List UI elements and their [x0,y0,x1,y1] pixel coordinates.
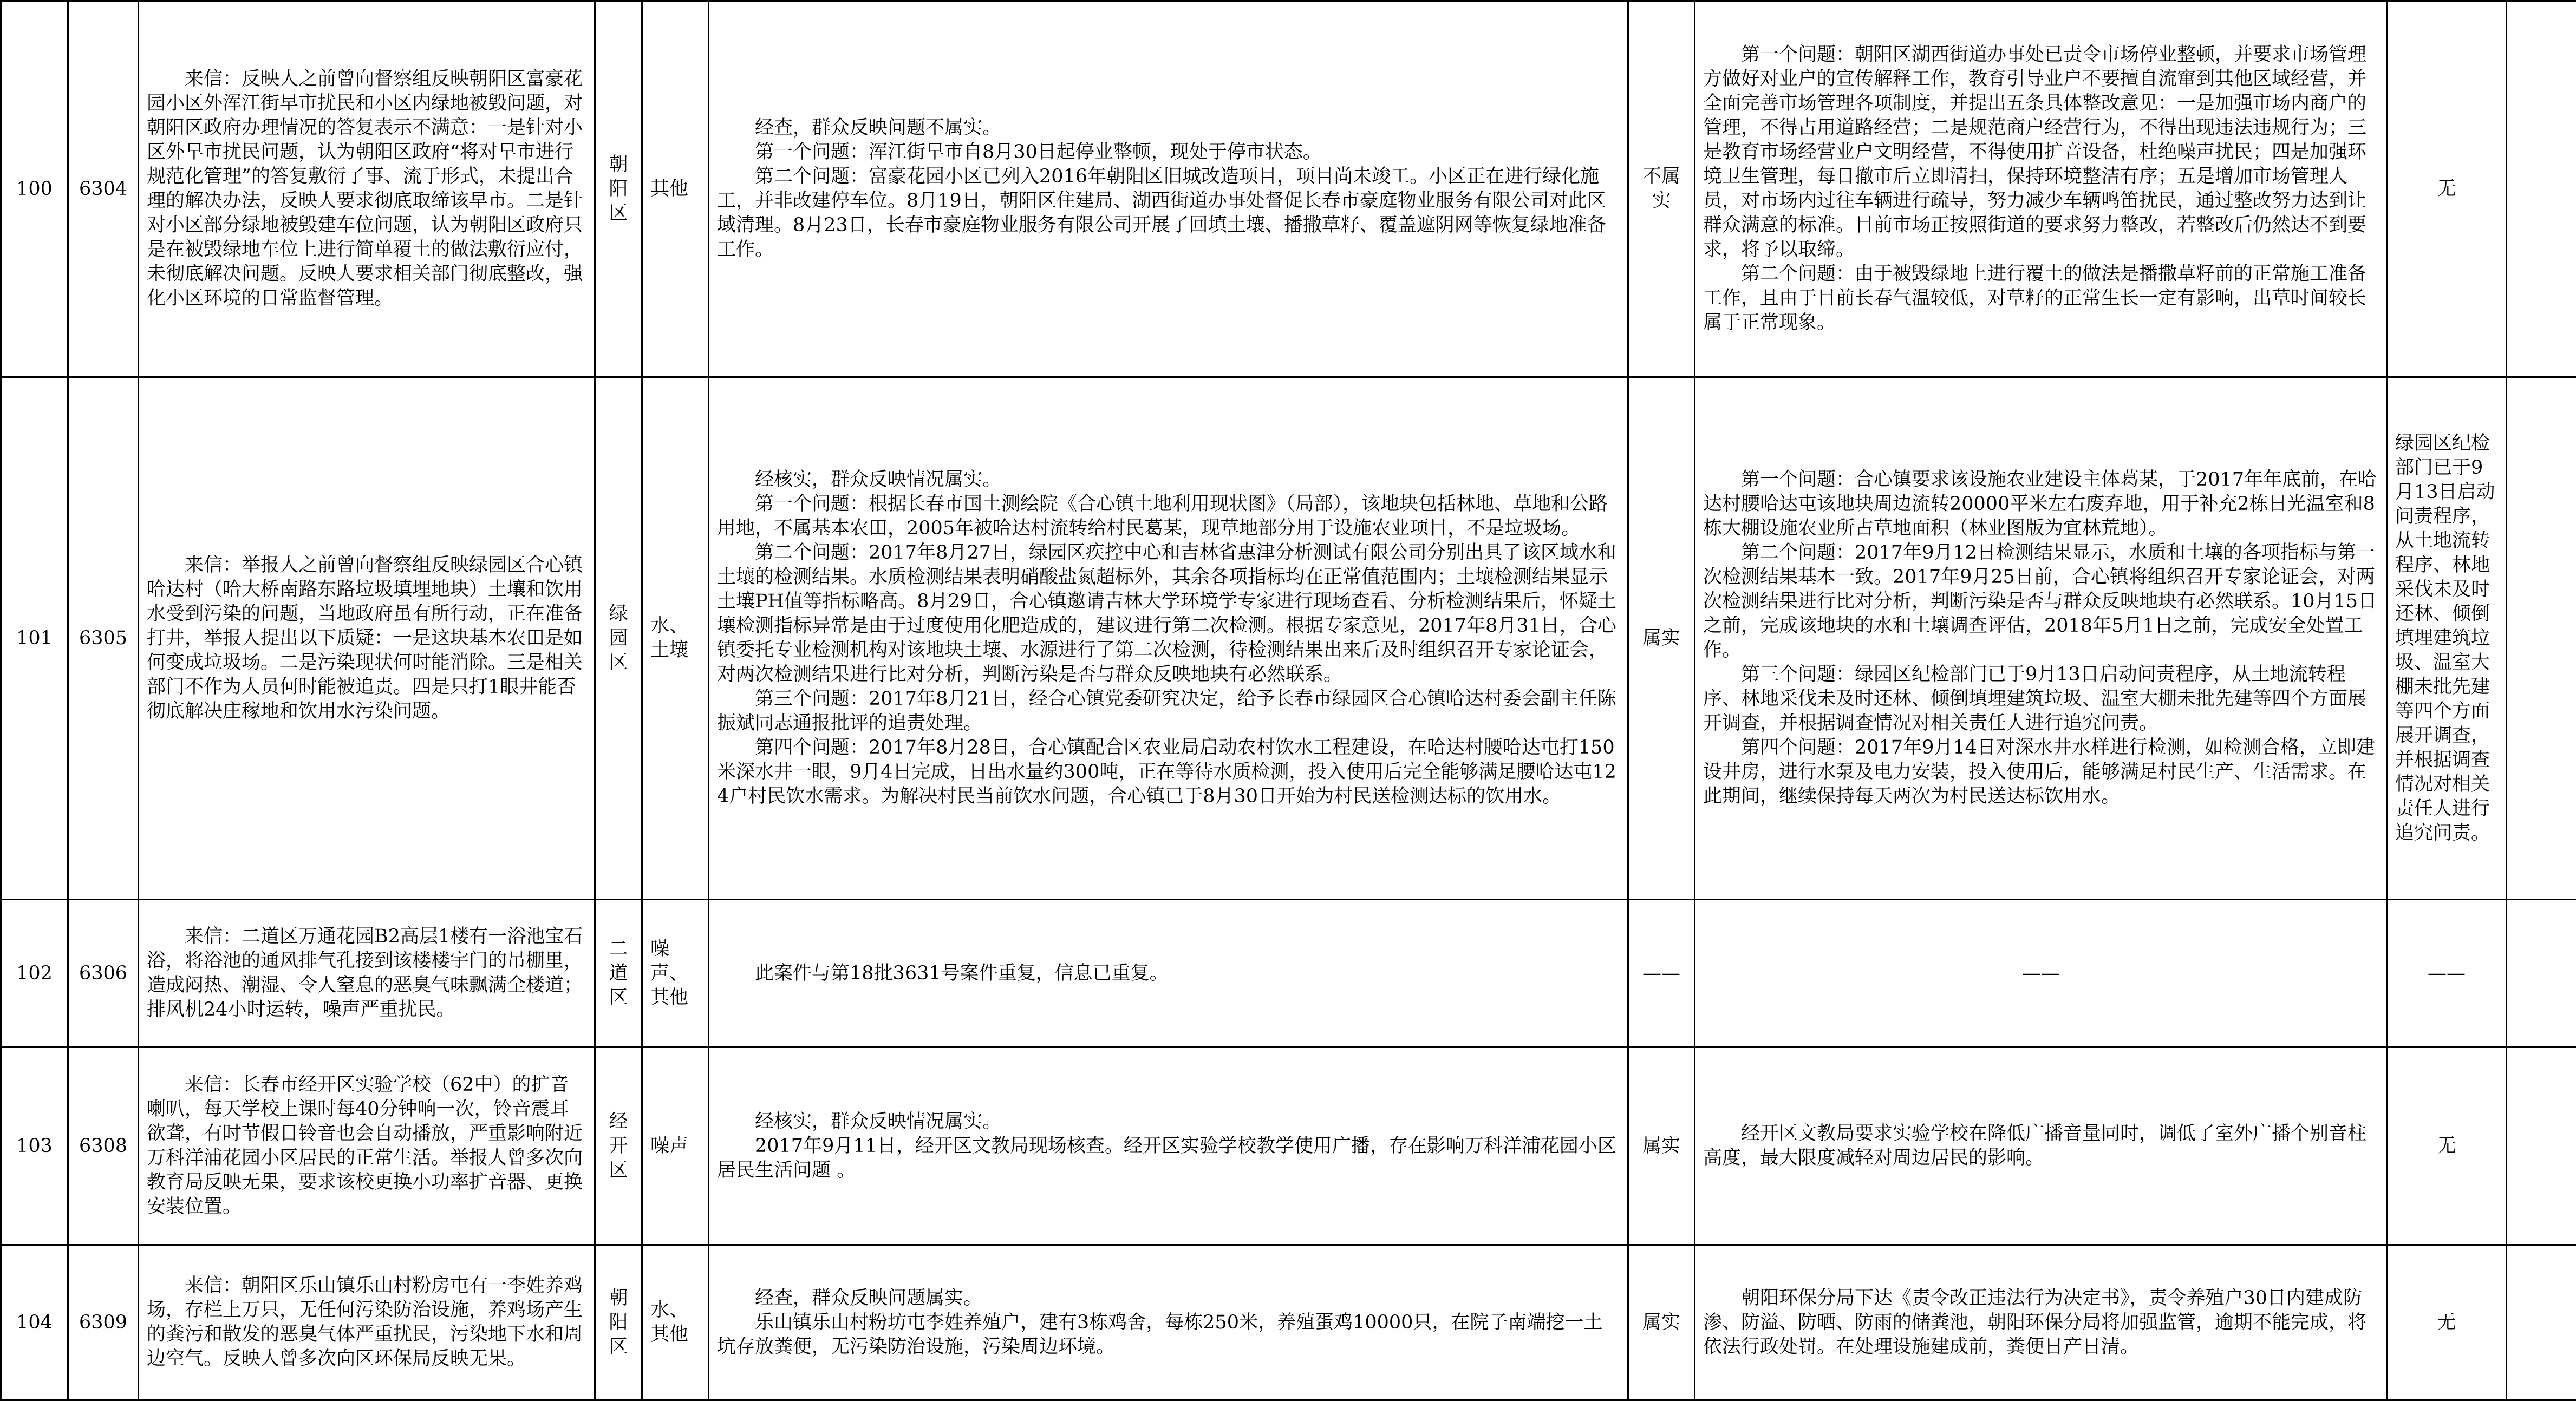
accountability-cell: —— [2387,900,2507,1048]
table-row [1,1048,2576,1245]
rectification-paragraph: 第二个问题：由于被毁绿地上进行覆土的做法是播撒草籽前的正常施工准备工作，且由于目前长春气温较低，对草籽的正常生长一定有影响，出草时间较长属于正常现象。 [1703,262,2378,335]
accountability-cell: 无 [2387,1245,2507,1400]
investigation-paragraph: 此案件与第18批3631号案件重复，信息已重复。 [717,961,1620,986]
verdict-cell: —— [1628,900,1695,1048]
investigation-cell [709,900,1628,1048]
rectification-paragraph: —— [1703,961,2378,986]
extra-cell [2507,1048,2576,1245]
seq-cell: 103 [1,1048,68,1245]
rectification-cell [1695,1245,2387,1400]
rectification-paragraph: 朝阳环保分局下达《责令改正违法行为决定书》，责令养殖户30日内建成防渗、防溢、防晒、防雨的储粪池，朝阳环保分局将加强监管，逾期不能完成，将依法行政处罚。在处理设施建成前，粪便日产日清。 [1703,1286,2378,1359]
complaint-text: 来信：长春市经开区实验学校（62中）的扩音喇叭，每天学校上课时每40分钟响一次，铃音震耳欲聋，有时节假日铃音也会自动播放，严重影响附近万科洋浦花园小区居民的正常生活。举报人曾多次向教育局反映无果，要求该校更换小功率扩音器、更换安装位置。 [147,1073,586,1219]
district-cell: 朝阳区 [595,1,642,377]
complaint-cell [139,900,595,1048]
district-cell: 绿园区 [595,377,642,900]
extra-cell [2507,1245,2576,1400]
investigation-paragraph: 2017年9月11日，经开区文教局现场核查。经开区实验学校教学使用广播，存在影响万科洋浦花园小区居民生活问题 。 [717,1134,1620,1183]
complaint-text: 来信：反映人之前曾向督察组反映朝阳区富豪花园小区外浑江街早市扰民和小区内绿地被毁问题，对朝阳区政府办理情况的答复表示不满意：一是针对小区外早市扰民问题，认为朝阳区政府“将对早市进行规范化管理”的答复敷衍了事、流于形式，未提出合理的解决办法，反映人要求彻底取缔该早市。二是针对小区部分绿地被毁建车位问题，认为朝阳区政府只是在被毁绿地车位上进行简单覆土的做法敷衍应付，未彻底解决问题。反映人要求相关部门彻底整改，强化小区环境的日常监督管理。 [147,67,586,311]
investigation-paragraph: 乐山镇乐山村粉坊屯李姓养殖户，建有3栋鸡舍，每栋250米，养殖蛋鸡10000只，在院子南端挖一土坑存放粪便，无污染防治设施，污染周边环境。 [717,1311,1620,1359]
case-no-cell: 6305 [68,377,139,900]
district-cell: 朝阳区 [595,1245,642,1400]
category-cell: 噪声、其他 [642,900,709,1048]
table-row [1,1,2576,377]
complaint-text: 来信：二道区万通花园B2高层1楼有一浴池宝石浴，将浴池的通风排气孔接到该楼楼宇门的吊棚里，造成闷热、潮湿、令人窒息的恶臭气味飘满全楼道；排风机24小时运转，噪声严重扰民。 [147,925,586,1022]
rectification-paragraph: 第一个问题：朝阳区湖西街道办事处已责令市场停业整顿，并要求市场管理方做好对业户的宣传解释工作，教育引导业户不要擅自流窜到其他区域经营，并全面完善市场管理各项制度，并提出五条具体整改意见：一是加强市场内商户的管理，不得占用道路经营；二是规范商户经营行为，不得出现违法违规行为；三是教育市场经营业户文明经营，不得使用扩音设备，杜绝噪声扰民；四是加强环境卫生管理，每日撤市后立即清扫，保持环境整洁有序；五是增加市场管理人员，对市场内过往车辆进行疏导，努力减少车辆鸣笛扰民，通过整改努力达到让群众满意的标准。目前市场正按照街道的要求努力整改，若整改后仍然达不到要求，将予以取缔。 [1703,43,2378,262]
investigation-paragraph: 第三个问题：2017年8月21日，经合心镇党委研究决定，给予长春市绿园区合心镇哈达村委会副主任陈振斌同志通报批评的追责处理。 [717,687,1620,736]
verdict-cell: 不属实 [1628,1,1695,377]
category-cell: 水、其他 [642,1245,709,1400]
investigation-paragraph: 经核实，群众反映情况属实。 [717,1110,1620,1134]
rectification-paragraph: 第一个问题：合心镇要求该设施农业建设主体葛某，于2017年年底前，在哈达村腰哈达屯该地块周边流转20000平米左右废弃地，用于补充2栋日光温室和8栋大棚设施农业所占草地面积（林业图版为宜林荒地）。 [1703,468,2378,541]
investigation-paragraph: 经查，群众反映问题不属实。 [717,116,1620,140]
investigation-paragraph: 第四个问题：2017年8月28日，合心镇配合区农业局启动农村饮水工程建设，在哈达村腰哈达屯打150米深水井一眼，9月4日完成，日出水量约300吨，正在等待水质检测，投入使用后完全能够满足腰哈达屯124户村民饮水需求。为解决村民当前饮水问题，合心镇已于8月30日开始为村民送检测达标的饮用水。 [717,736,1620,809]
district-cell: 经开区 [595,1048,642,1245]
investigation-paragraph: 第一个问题：根据长春市国土测绘院《合心镇土地利用现状图》（局部），该地块包括林地、草地和公路用地，不属基本农田，2005年被哈达村流转给村民葛某，现草地部分用于设施农业项目，不是垃圾场。 [717,492,1620,541]
table-row [1,900,2576,1048]
rectification-cell [1695,900,2387,1048]
verdict-cell: 属实 [1628,1048,1695,1245]
case-no-cell: 6304 [68,1,139,377]
rectification-paragraph: 第二个问题：2017年9月12日检测结果显示，水质和土壤的各项指标与第一次检测结果基本一致。2017年9月25日前，合心镇将组织召开专家论证会，对两次检测结果进行比对分析，判断污染是否与群众反映地块有必然联系。10月15日之前，完成该地块的水和土壤调查评估，2018年5月1日之前，完成安全处置工作。 [1703,541,2378,663]
complaint-text: 来信：举报人之前曾向督察组反映绿园区合心镇哈达村（哈大桥南路东路垃圾填埋地块）土壤和饮用水受到污染的问题，当地政府虽有所行动，正在准备打井，举报人提出以下质疑：一是这块基本农田是如何变成垃圾场。二是污染现状何时能消除。三是相关部门不作为人员何时能被追责。四是只打1眼井能否彻底解决庄稼地和饮用水污染问题。 [147,553,586,724]
investigation-paragraph: 第二个问题：2017年8月27日，绿园区疾控中心和吉林省惠津分析测试有限公司分别出具了该区域水和土壤的检测结果。水质检测结果表明硝酸盐氮超标外，其余各项指标均在正常值范围内；土壤检测结果显示土壤PH值等指标略高。8月29日，合心镇邀请吉林大学环境学专家进行现场查看、分析检测结果后，怀疑土壤检测指标异常是由于过度使用化肥造成的，建议进行第二次检测。根据专家意见，2017年8月31日，合心镇委托专业检测机构对该地块土壤、水源进行了第二次检测，待检测结果出来后及时组织召开专家论证会，对两次检测结果进行比对分析，判断污染是否与群众反映地块有必然联系。 [717,541,1620,687]
table-row [1,1245,2576,1400]
category-cell: 其他 [642,1,709,377]
complaint-cell [139,1,595,377]
investigation-cell [709,1048,1628,1245]
verdict-cell: 属实 [1628,377,1695,900]
accountability-cell: 无 [2387,1,2507,377]
seq-cell: 104 [1,1245,68,1400]
accountability-cell: 无 [2387,1048,2507,1245]
category-cell: 噪声 [642,1048,709,1245]
seq-cell: 102 [1,900,68,1048]
complaint-cell [139,377,595,900]
investigation-paragraph: 经查，群众反映问题属实。 [717,1286,1620,1311]
category-cell: 水、土壤 [642,377,709,900]
verdict-cell: 属实 [1628,1245,1695,1400]
investigation-paragraph: 经核实，群众反映情况属实。 [717,468,1620,492]
rectification-cell [1695,377,2387,900]
complaint-cell [139,1048,595,1245]
rectification-cell [1695,1048,2387,1245]
investigation-paragraph: 第一个问题：浑江街早市自8月30日起停业整顿，现处于停市状态。 [717,140,1620,165]
table-row [1,377,2576,900]
rectification-cell [1695,1,2387,377]
extra-cell [2507,377,2576,900]
case-no-cell: 6309 [68,1245,139,1400]
case-no-cell: 6308 [68,1048,139,1245]
investigation-paragraph: 第二个问题：富豪花园小区已列入2016年朝阳区旧城改造项目，项目尚未竣工。小区正在进行绿化施工，并非改建停车位。8月19日，朝阳区住建局、湖西街道办事处督促长春市豪庭物业服务有限公司对此区域清理。8月23日，长春市豪庭物业服务有限公司开展了回填土壤、播撒草籽、覆盖遮阴网等恢复绿地准备工作。 [717,165,1620,262]
investigation-cell [709,1245,1628,1400]
extra-cell [2507,900,2576,1048]
extra-cell [2507,1,2576,377]
investigation-cell [709,377,1628,900]
accountability-cell: 绿园区纪检部门已于9月13日启动问责程序，从土地流转程序、林地采伐未及时还林、倾倒填埋建筑垃圾、温室大棚未批先建等四个方面展开调查，并根据调查情况对相关责任人进行追究问责。 [2387,377,2507,900]
seq-cell: 100 [1,1,68,377]
case-no-cell: 6306 [68,900,139,1048]
rectification-paragraph: 经开区文教局要求实验学校在降低广播音量同时，调低了室外广播个别音柱高度，最大限度减轻对周边居民的影响。 [1703,1122,2378,1170]
complaint-cell [139,1245,595,1400]
investigation-cell [709,1,1628,377]
district-cell: 二道区 [595,900,642,1048]
rectification-paragraph: 第三个问题：绿园区纪检部门已于9月13日启动问责程序，从土地流转程序、林地采伐未及时还林、倾倒填埋建筑垃圾、温室大棚未批先建等四个方面展开调查，并根据调查情况对相关责任人进行追究问责。 [1703,663,2378,736]
seq-cell: 101 [1,377,68,900]
rectification-paragraph: 第四个问题：2017年9月14日对深水井水样进行检测，如检测合格，立即建设井房，进行水泵及电力安装，投入使用后，能够满足村民生产、生活需求。在此期间，继续保持每天两次为村民送达标饮用水。 [1703,736,2378,809]
complaint-text: 来信：朝阳区乐山镇乐山村粉房屯有一李姓养鸡场，存栏上万只，无任何污染防治设施，养鸡场产生的粪污和散发的恶臭气体严重扰民，污染地下水和周边空气。反映人曾多次向区环保局反映无果。 [147,1274,586,1371]
